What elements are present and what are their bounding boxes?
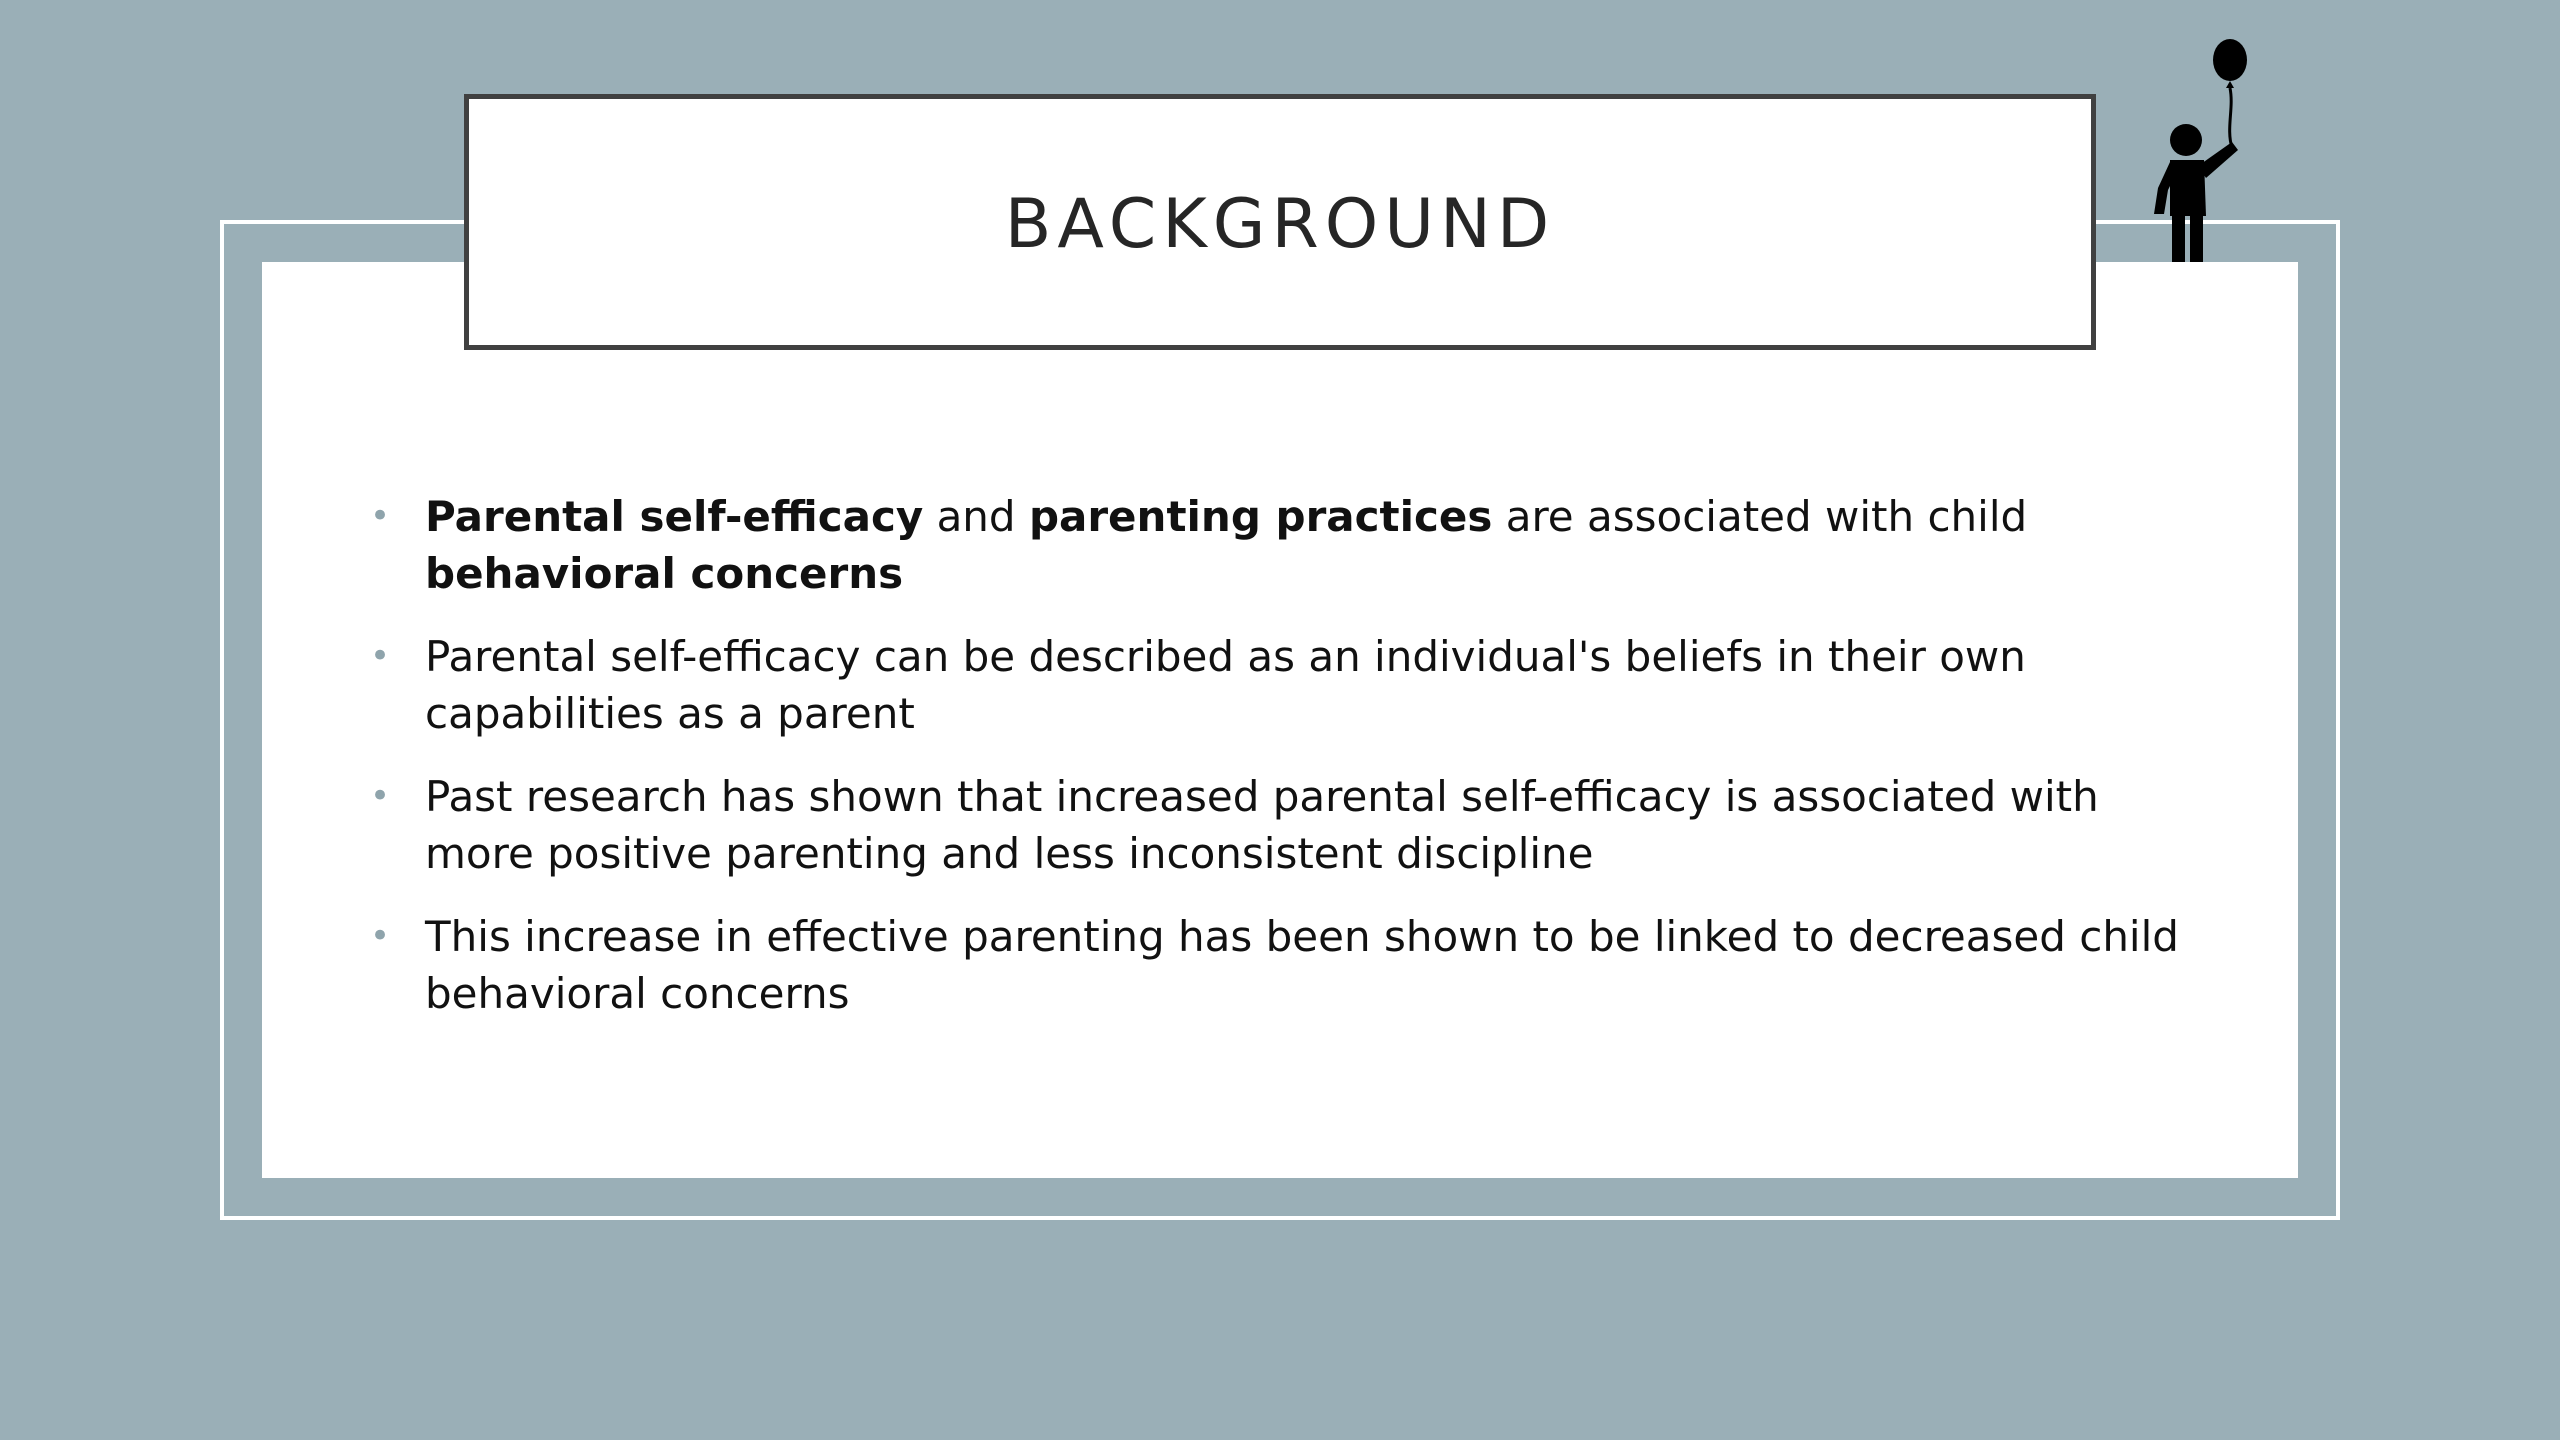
bullet-item bbox=[370, 628, 2200, 742]
bullet-text: and bbox=[923, 492, 1029, 541]
title-box bbox=[464, 94, 2096, 350]
bullet-dot: • bbox=[370, 776, 391, 816]
bullet-dot: • bbox=[370, 636, 391, 676]
bullet-text: Past research has shown that increased parental self-efficacy is associated with more positive parenting and less inconsistent discipline bbox=[425, 772, 2099, 878]
bullet-item bbox=[370, 488, 2200, 602]
bullet-text-bold: Parental self-efficacy bbox=[425, 492, 924, 541]
bullet-item bbox=[370, 908, 2200, 1022]
bullet-text: This increase in effective parenting has been shown to be linked to decreased child behavioral concerns bbox=[425, 912, 2179, 1018]
child-with-balloon-icon bbox=[2140, 38, 2260, 262]
bullet-text-bold: parenting practices bbox=[1028, 492, 1493, 541]
bullet-dot: • bbox=[370, 916, 391, 956]
bullet-text: are associated with child bbox=[1492, 492, 2028, 541]
bullet-item bbox=[370, 768, 2200, 882]
bullet-text: Parental self-efficacy can be described as an individual's beliefs in their own capabilities as a parent bbox=[425, 632, 2026, 738]
bullet-dot: • bbox=[370, 496, 391, 536]
bullet-list bbox=[370, 488, 2200, 1048]
bullet-text-bold: behavioral concerns bbox=[425, 549, 904, 598]
slide-title: BACKGROUND bbox=[1004, 184, 1556, 264]
